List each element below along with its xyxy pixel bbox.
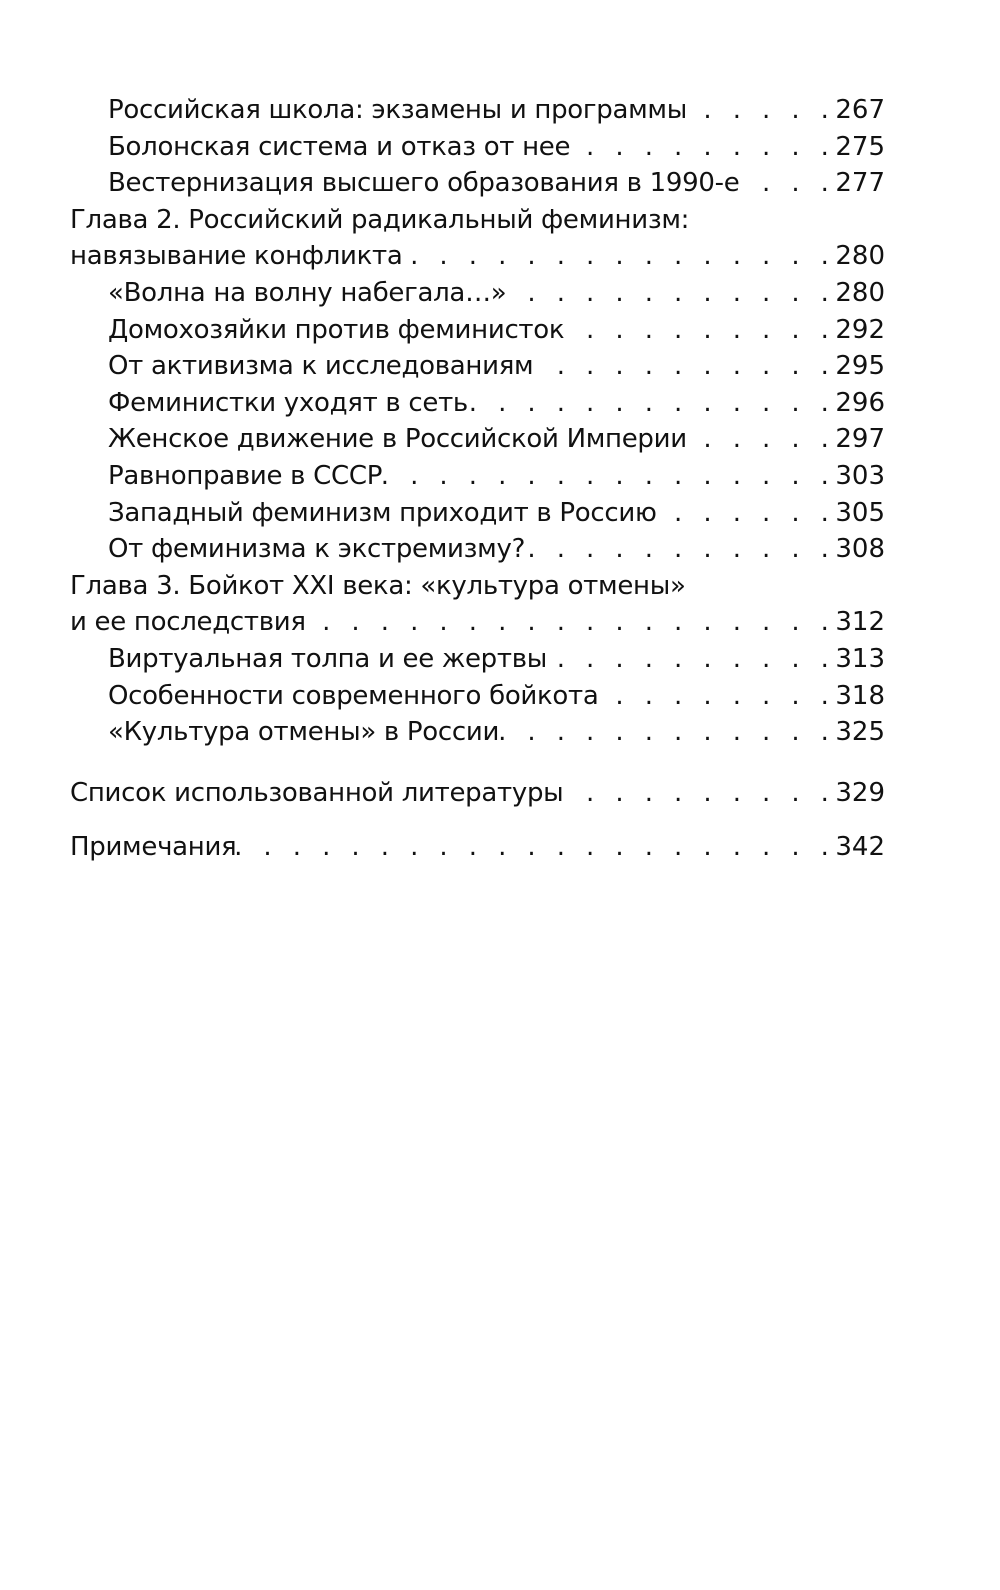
toc-entry [70, 275, 885, 312]
toc-entry-page: 295 [835, 351, 885, 382]
toc-leader-dots [547, 641, 835, 678]
toc-entry-title: Примечания [70, 832, 237, 863]
toc-chapter-heading [70, 202, 885, 239]
toc-entry-title: навязывание конфликта [70, 241, 403, 272]
toc-entry-page: 303 [835, 460, 885, 491]
toc-leader-dots [236, 829, 835, 866]
toc-entry-page: 280 [835, 241, 885, 272]
toc-entry-title: Женское движение в Российской Империи [108, 424, 687, 455]
toc-entry [70, 92, 885, 129]
toc-entry-page: 277 [835, 168, 885, 199]
toc-leader-dots [468, 385, 835, 422]
toc-entry-page: 342 [835, 832, 885, 863]
toc-leader-dots [657, 495, 836, 532]
toc-entry-page: 275 [835, 131, 885, 162]
toc-entry-page: 280 [835, 277, 885, 308]
toc-leader-dots [403, 238, 836, 275]
toc-entry-page: 308 [835, 534, 885, 565]
toc-entry [70, 165, 885, 202]
toc-leader-dots [506, 275, 835, 312]
toc-entry [70, 312, 885, 349]
toc-leader-dots [525, 531, 835, 568]
toc-entry-page: 312 [835, 607, 885, 638]
toc-chapter-title: Глава 3. Бойкот XXI века: «культура отмены» [70, 570, 686, 601]
toc-entry-page: 318 [835, 680, 885, 711]
toc-entry-page: 267 [835, 95, 885, 125]
toc-entry-page: 292 [835, 314, 885, 345]
toc-entry [70, 421, 885, 458]
toc-entry-title: От феминизма к экстремизму? [108, 534, 526, 565]
toc-entry-title: Болонская система и отказ от нее [108, 131, 571, 162]
toc-leader-dots [570, 129, 835, 166]
toc-entry [70, 531, 885, 568]
toc-entry [70, 714, 885, 751]
toc-leader-dots [306, 604, 836, 641]
toc-entry-page: 296 [835, 387, 885, 418]
toc-entry [70, 641, 885, 678]
toc-entry [70, 238, 885, 275]
toc-entry [70, 604, 885, 641]
toc-entry [70, 458, 885, 495]
toc-entry [70, 775, 885, 812]
toc-entry-title: Виртуальная толпа и ее жертвы [108, 643, 547, 674]
toc-chapter-title: Глава 2. Российский радикальный феминизм: [70, 204, 690, 235]
toc-entry-title: и ее последствия [70, 607, 306, 638]
toc-leader-dots [599, 678, 836, 715]
toc-entry [70, 385, 885, 422]
toc-chapter-heading [70, 568, 885, 605]
table-of-contents [70, 92, 885, 866]
toc-entry [70, 829, 885, 866]
toc-entry-title: Западный феминизм приходит в Россию [108, 497, 657, 528]
toc-entry [70, 129, 885, 166]
toc-leader-dots [499, 714, 835, 751]
toc-entry-title: Вестернизация высшего образования в 1990-е [108, 168, 740, 199]
toc-entry [70, 495, 885, 532]
toc-entry-page: 325 [835, 717, 885, 748]
toc-entry-title: От активизма к исследованиям [108, 351, 534, 382]
toc-entry-title: Феминистки уходят в сеть [108, 387, 468, 418]
toc-leader-dots [564, 312, 835, 349]
toc-leader-dots [382, 458, 835, 495]
toc-leader-dots [563, 775, 835, 812]
toc-entry-title: Равноправие в СССР [108, 460, 383, 491]
toc-entry-title: «Культура отмены» в России [108, 717, 500, 748]
toc-leader-dots [533, 348, 835, 385]
toc-entry-title: Особенности современного бойкота [108, 680, 599, 711]
toc-entry-title: Домохозяйки против феминисток [108, 314, 565, 345]
toc-leader-dots [687, 421, 836, 458]
toc-entry [70, 348, 885, 385]
toc-entry-page: 297 [835, 424, 885, 455]
toc-leader-dots [687, 92, 835, 129]
toc-entry-page: 305 [835, 497, 885, 528]
toc-entry-page: 313 [835, 643, 885, 674]
toc-entry-title: Российская школа: экзамены и программы [108, 95, 687, 125]
toc-leader-dots [739, 165, 835, 202]
toc-entry [70, 678, 885, 715]
toc-entry-page: 329 [835, 777, 885, 808]
toc-entry-title: «Волна на волну набегала…» [108, 277, 507, 308]
toc-entry-title: Список использованной литературы [70, 777, 564, 808]
